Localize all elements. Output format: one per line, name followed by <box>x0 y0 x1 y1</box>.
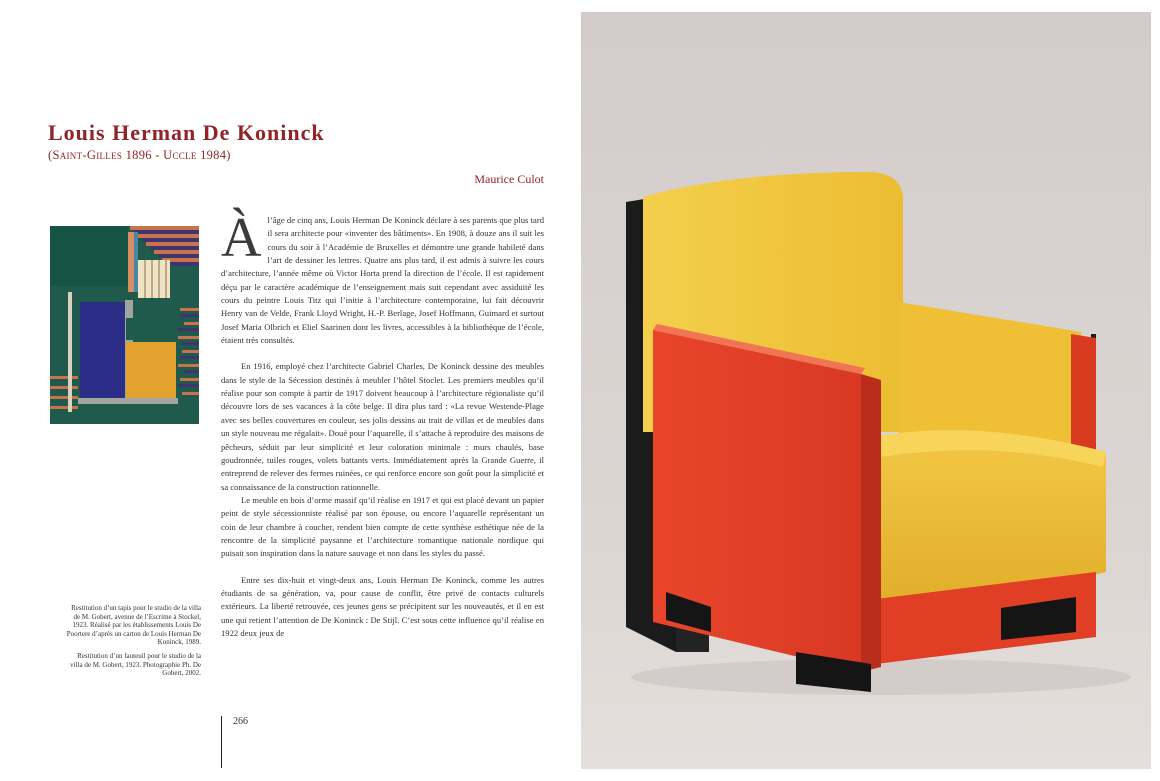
rug-image <box>50 226 199 424</box>
image-captions <box>66 604 201 683</box>
paragraph-1: À l’âge de cinq ans, Louis Herman De Koninck déclare à ses parents que plus tard il sera architecte pour «inventer des bâtiments». En 1908, à douze ans il suit les cours du soir à l’Académie de Bruxelles et démontre une grande habileté dans l’art de dessiner les lettres. Quatre ans plus tard, il est admis à suivre les cours d’architecture, l’année même où Victor Horta prend la direction de l’école. Il est rapidement déçu par le caractère académique de l’enseignement mais suit cependant avec assiduité les cours du peintre Louis Titz qui l’initie à l’architecture contemporaine, lui fait découvrir Henry van de Velde, Frank Lloyd Wright, H.-P. Berlage, Josef Hoffmann, Guimard et surtout Josef Maria Olbrich et Eliel Saarinen dont les livres, accessibles à la bibliothèque de l’école, étaient très consultés. <box>221 207 544 346</box>
paragraph-3: Le meuble en bois d’orme massif qu’il réalise en 1917 et qui est placé devant un papier peint de style sécessionniste réalisé par son épouse, ou encore l’aquarelle représentant un coin de leur chambre à coucher, rendent bien compte de cette synthèse esthétique née de la rencontre de la simplicité paysanne et l’architecture romantique nationale nordique qui puisait son inspiration dans la nature sauvage et non dans les styles du passé. <box>221 494 544 559</box>
article-body <box>221 207 544 640</box>
article-subtitle: (Saint-Gilles 1896 - Uccle 1984) <box>48 148 231 162</box>
chair-caption: Restitution d’un fauteuil pour le studio de la villa de M. Gobert, 1923. Photographie Ph. De Gobert, 2002. <box>70 651 201 678</box>
left-page <box>0 0 575 781</box>
dropcap-letter: À <box>221 207 262 269</box>
page-number: 266 <box>233 716 248 727</box>
article-title: Louis Herman De Koninck <box>48 120 325 145</box>
rug-caption: Restitution d’un tapis pour le studio de la villa de M. Gobert, avenue de l’Escrime à Stockel, 1923. Réalisé par les établissements Louis De Poortere d’après un carton de Louis Herman De Koninck, 1989. <box>66 604 201 647</box>
page-number-rule <box>221 716 222 768</box>
paragraph-2: En 1916, employé chez l’architecte Gabriel Charles, De Koninck dessine des meubles dans le style de la Sécession destinés à meubler l’hôtel Stoclet. Les premiers meubles qu’il réalise pour son compte à partir de 1917 doivent beaucoup à l’architecture régionaliste qu’il découvre lors de ses vacances à la côte belge. Il dira plus tard : «La revue Westende-Plage avec ses belles couvertures en couleur, ses jolis dessins au trait de villas et de meubles dans un style nouveau me régalait». Doué pour l’aquarelle, il s’attache à reproduire des maisons de pêcheurs, séduit par leur simplicité et leur coloration minimale : murs chaulés, base goudronnée, tuiles rouges, volets battants verts. Immédiatement après la Grande Guerre, il entreprend de relever des fermes ruinées, ce qui renforce encore son goût pour la simplicité et sa connaissance de la construction rationnelle. <box>221 361 544 492</box>
paragraph-4: Entre ses dix-huit et vingt-deux ans, Louis Herman De Koninck, comme les autres étudiants de sa génération, va, pour cause de conflit, être privé de contacts culturels extérieurs. La liberté retrouvée, ces jeunes gens se précipitent sur les nouveautés, et il en est une qui retient l’attention de De Koninck : De Stijl. C’est sous cette influence qu’il réalise en 1922 deux jeux de <box>221 574 544 638</box>
armchair-photo <box>581 12 1151 769</box>
author-name: Maurice Culot <box>474 172 544 186</box>
